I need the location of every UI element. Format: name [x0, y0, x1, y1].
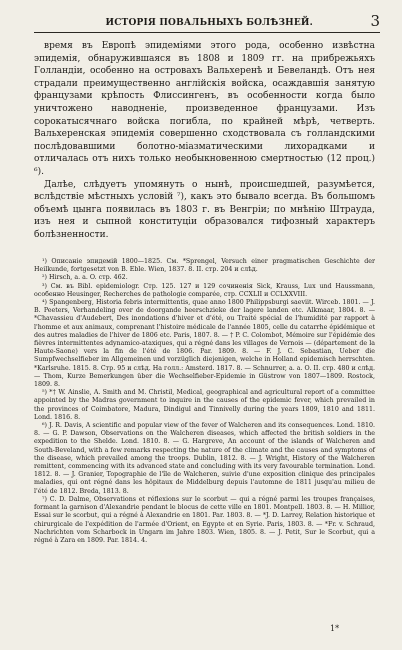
- footnote: ⁵) *† W. Ainslie, A. Smith and M. Christil, Medical, geographical and agricultural report of a committee appointed by the Madras government to inquire in the causes of the epidemic fever, which prevailed in the provinces of Coimbatore, Madura, Dindigul and Tinnivelly during the years 1809, 1810 and 1811. Lond. 1816. 8.: [34, 389, 375, 421]
- footnote: ⁴) Spangenberg, Historia febris intermittentis, quae anno 1800 Philippsburgi saeviit. Wirceb. 1801. — J. B. Peeters, Verhandeling over de doorgande heerschzieke der lagere landen etc. Alkmaar, 1804. 8. — *Chavassieu d'Audebert, Des inondations d'hiver et d'été, ou Traité spécial de l'humidité par rapport à l'homme et aux animaux, comprenant l'histoire médicale de l'année 1805, celle du catarrhe épidémique et des autres maladies de l'hiver de 1806 etc. Paris, 1807. 8. — † P. C. Colombot, Mémoire sur l'épidémie des fièvres intermittentes adynamico-ataxiques, qui a régné dans les villages de Vernois — (département de la Haute-Saone) vers la fin de l'été de 1806. Par. 1809. 8. — F. J. C. Sebastian, Ueber die Sumpfwechselfieber im Allgemeinen und vorzüglich diejenigen, welche in Holland epidemisch herrschten. *Karlsruhe. 1815. 8. Стр. 95 и слѣд. На голл.: Amsterd. 1817. 8. — Schnurrer, a. a. O. II. стр. 480 и слѣд. — Thom, Kurze Bemerkungen über die Wechselfieber-Epidemie in Güstrow von 1807—1809. Rostock, 1809. 8.: [34, 299, 375, 389]
- body-paragraph: время въ Европѣ эпидеміями этого рода, особенно извѣстна эпидемія, обнаружившаяся въ 1808 и 1809 гг. на прибрежьяхъ Голландіи, особенно на островахъ Вальхеренѣ и Бевеландѣ. Отъ нея страдали преимущественно англійскія войска, осаждавшія занятую французами крѣпость Флиссингенъ, въ особенности когда было уничтожено наводненіе, произведенное французами. Изъ сорокатысячнаго войска погибла, по крайней мѣрѣ, четверть. Вальхеренская эпидемія совершенно сходствовала съ голландскими послѣдовавшими болотно-міазматическими лихорадками и отличалась отъ нихъ только необыкновенною смертностью (12 проц.) ⁶).: [34, 41, 375, 177]
- signature-mark: 1*: [330, 624, 340, 633]
- footnote: ²) Hirsch, a. a. O. стр. 462.: [42, 274, 128, 282]
- footnote: ¹) Описаніе эпидемій 1800—1825. См. *Sprengel, Versuch einer pragmatischen Geschichte der Heilkunde, fortgesetzt von B. Eble. Wien, 1837. 8. II. стр. 204 и слѣд.: [34, 258, 375, 274]
- footnote: ⁶) J. R. Davis, A scientific and popular view of the fever of Walcheren and its consequences. Lond. 1810. 8. — G. P. Dawson, Observations on the Walcheren diseases, which affected the british soldiers in the expedition to the Shelde. Lond. 1810. 8. — G. Hargreve, An account of the islands of Walcheren and South-Beveland, with a few remarks respecting the nature of the climate and the causes and symptoms of the disease, which prevailed among the troops. Dublin, 1812. 8. — J. Wright, History of the Walcheren remittent, commencing with its advanced state and concluding with its very favourable termination. Lond. 1812. 8. — J. Granier, Topographie de l'île de Walcheren, suivie d'une exposition clinique des principales maladies, qui ont régné dans les hôpitaux de Middelburg depuis l'automne de 1811 jusqu'au milieu de l'été de 1812. Breda, 1813. 8.: [34, 422, 375, 495]
- main-text: [34, 40, 375, 242]
- footnotes: [34, 258, 375, 545]
- footnote: ⁷) C. D. Dalme, Observations et réflexions sur le scorbut — qui a régné parmi les troupes françaises, formant la garnison d'Alexandrie pendant le blocus de cette ville en 1801. Montpell. 1803. 8. — H. Millior, Essai sur le scorbut, qui a régné à Alexandrie en 1801. Par. 1803. 8. — *J. D. Larrey, Relation historique et chirurgicale de l'expédition de l'armée d'Orient, en Egypte et en Syrie. Paris, 1803. 8. — *Fr. v. Schraud, Nachrichten vom Scharbock in Ungarn im Jahre 1803. Wien, 1805. 8. — J. Petit, Sur le Scorbut, qui a régné à Zara en 1809. Par. 1814. 4.: [34, 495, 375, 544]
- footnote: ³) См. въ Bibl. epidemiologr. Стр. 125. 127 и 129 сочиненія Sick, Krauss, Lux und Haussmann, особенно Heusinger, Recherches de pathologie comparée, стр. CCXLII и CCLXXVIII.: [34, 282, 375, 298]
- page-number: 3: [370, 12, 380, 30]
- running-title: ИСТОРІЯ ПОВАЛЬНЫХЪ БОЛѢЗНЕЙ.: [105, 18, 313, 28]
- body-paragraph: Далѣе, слѣдуетъ упомянуть о нынѣ, происшедшей, разумѣется, вслѣдствіе мѣстныхъ условій ⁷), какъ это бывало всегда. Въ большомъ объемѣ цынга появилась въ 1803 г. въ Венгріи; по мнѣнію Штрауда, изъ нея и сыпной конституціи образовался тифозный характеръ болѣзненности.: [34, 179, 375, 240]
- running-header: [34, 8, 380, 33]
